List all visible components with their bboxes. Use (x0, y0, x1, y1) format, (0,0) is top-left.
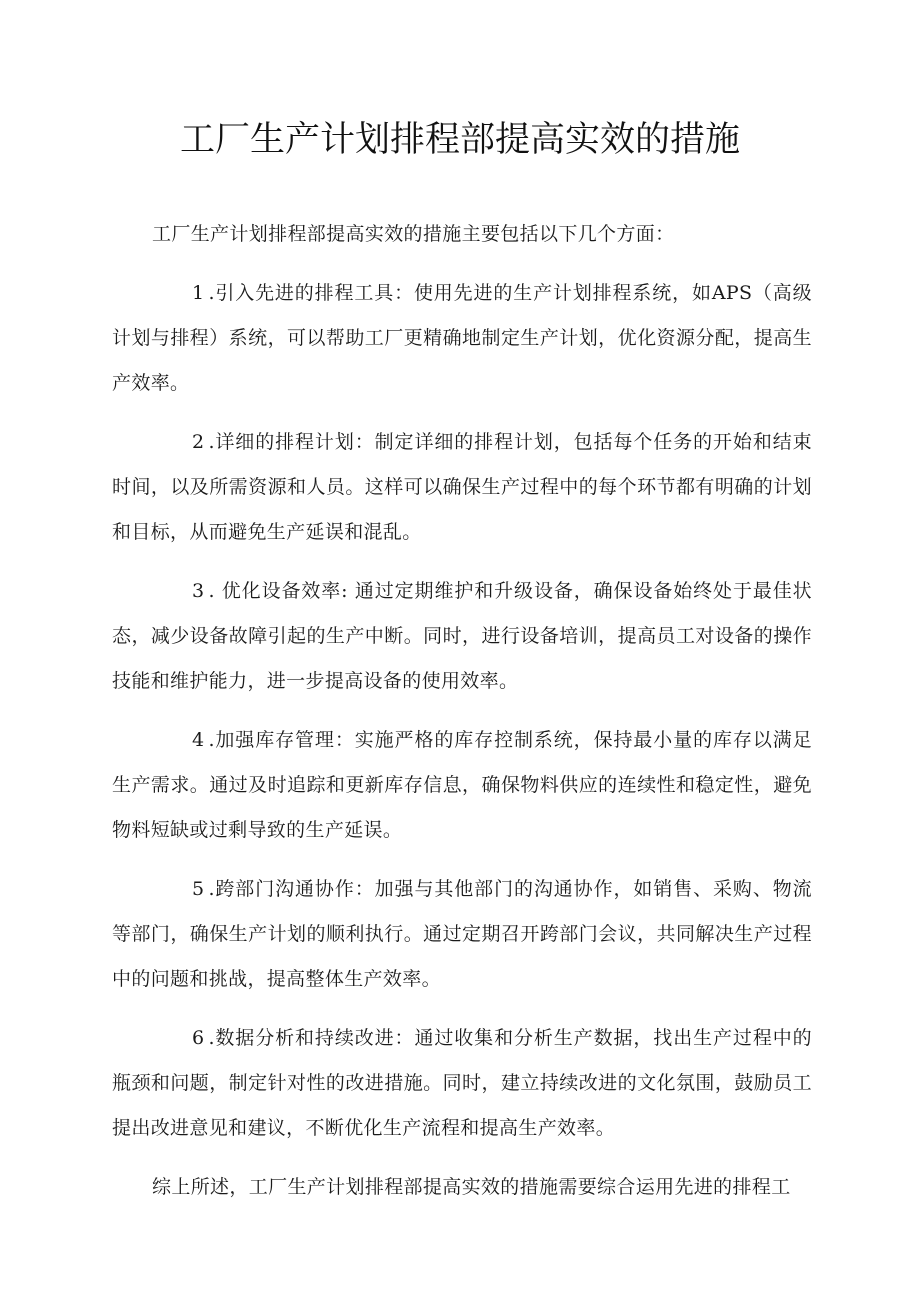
item-number: 3 (192, 580, 205, 602)
item-text: . 优化设备效率: 通过定期维护和升级设备，确保设备始终处于最佳状态，减少设备故障引起的生产中断。同时，进行设备培训，提高员工对设备的操作技能和维护能力，进一步提高设备的使用效率。 (112, 580, 812, 692)
item-number: 1 (192, 282, 205, 304)
list-item (112, 271, 812, 406)
item-number: 5 (192, 878, 205, 900)
item-number: 6 (192, 1027, 205, 1049)
list-item (112, 1016, 812, 1151)
list-item (112, 718, 812, 853)
item-text: .引入先进的排程工具：使用先进的生产计划排程系统，如APS（高级计划与排程）系统，可以帮助工厂更精确地制定生产计划，优化资源分配，提高生产效率。 (112, 282, 812, 394)
list-item (112, 867, 812, 1002)
list-item (112, 569, 812, 704)
item-text: .详细的排程计划：制定详细的排程计划，包括每个任务的开始和结束时间，以及所需资源和人员。这样可以确保生产过程中的每个环节都有明确的计划和目标，从而避免生产延误和混乱。 (112, 431, 812, 543)
intro-paragraph: 工厂生产计划排程部提高实效的措施主要包括以下几个方面： (152, 223, 675, 245)
document-title: 工厂生产计划排程部提高实效的措施 (179, 120, 740, 160)
item-text: .跨部门沟通协作：加强与其他部门的沟通协作，如销售、采购、物流等部门，确保生产计划的顺利执行。通过定期召开跨部门会议，共同解决生产过程中的问题和挑战，提高整体生产效率。 (112, 878, 812, 990)
list-item (112, 420, 812, 555)
document-body (112, 212, 812, 1224)
item-text: .加强库存管理：实施严格的库存控制系统，保持最小量的库存以满足生产需求。通过及时追踪和更新库存信息，确保物料供应的连续性和稳定性，避免物料短缺或过剩导致的生产延误。 (112, 729, 812, 841)
item-number: 2 (192, 431, 205, 453)
item-number: 4 (192, 729, 205, 751)
conclusion-paragraph: 综上所述，工厂生产计划排程部提高实效的措施需要综合运用先进的排程工 (152, 1176, 791, 1198)
item-text: .数据分析和持续改进：通过收集和分析生产数据，找出生产过程中的瓶颈和问题，制定针对性的改进措施。同时，建立持续改进的文化氛围，鼓励员工提出改进意见和建议，不断优化生产流程和提高生产效率。 (112, 1027, 812, 1139)
